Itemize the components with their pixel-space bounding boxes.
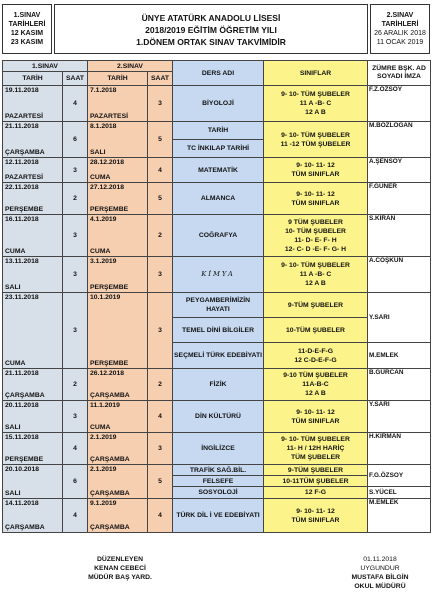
second-exam-period: 3 <box>148 293 173 369</box>
class-line: 9- 10- TÜM ŞUBELER <box>281 262 350 269</box>
exam-date: 23.11.2018 <box>5 294 39 301</box>
second-exam-date-cell <box>88 499 148 533</box>
first-exam-date-cell <box>3 401 63 433</box>
schedule-row <box>3 257 431 293</box>
teacher-name: A.COŞKUN <box>368 257 431 293</box>
subject-name: MATEMATİK <box>173 158 264 183</box>
exam-weekday: ÇARŞAMBA <box>90 456 130 463</box>
subject-name: BİYOLOJİ <box>173 86 264 122</box>
approval-signature <box>330 555 430 591</box>
second-exam-period: 5 <box>148 122 173 158</box>
exam-date: 2.1.2019 <box>90 434 117 441</box>
exam-date: 15.11.2018 <box>5 434 39 441</box>
exam-weekday: PERŞEMBE <box>5 456 44 463</box>
first-exam-date-cell <box>3 293 63 369</box>
subject-name: COĞRAFYA <box>173 215 264 257</box>
class-list <box>264 369 368 401</box>
schedule-row <box>3 465 431 476</box>
class-list <box>264 122 368 158</box>
saat2-header: SAAT <box>148 72 173 86</box>
header-left-line: 12 KASIM <box>10 30 44 37</box>
school-name: ÜNYE ATATÜRK ANADOLU LİSESİ <box>141 13 281 23</box>
tarih1-header: TARİH <box>3 72 63 86</box>
zumre-header: ZÜMRE BŞK. AD SOYADI İMZA <box>368 61 431 86</box>
schedule-row <box>3 499 431 533</box>
ders-adi-header: DERS ADI <box>173 61 264 86</box>
teacher-name: F.G.ÖZSOY <box>368 465 431 487</box>
subject-name: SEÇMELİ TÜRK EDEBİYATI <box>173 343 264 369</box>
subject-name: ALMANCA <box>173 183 264 215</box>
class-list <box>264 487 368 499</box>
class-list <box>264 401 368 433</box>
class-line: 12 C-D-E-F-G <box>294 356 337 364</box>
first-exam-period: 6 <box>63 465 88 499</box>
class-list <box>264 433 368 465</box>
first-exam-date-cell <box>3 86 63 122</box>
first-exam-date-cell <box>3 499 63 533</box>
exam-date: 16.11.2018 <box>5 216 39 223</box>
exam-weekday: SALI <box>5 424 21 431</box>
teacher-name: Y.SARI <box>368 401 431 433</box>
class-line: TÜM ŞUBELER <box>290 454 341 461</box>
footer-left-line: KENAN CEBECİ <box>94 565 146 572</box>
class-line: 9-TÜM ŞUBELER <box>287 301 344 309</box>
second-exam-date-cell <box>88 369 148 401</box>
teacher-name: M.EMLEK <box>368 343 431 369</box>
class-line: 11-D-E-F-G <box>297 347 334 355</box>
class-line: 9-TÜM ŞUBELER <box>287 466 344 474</box>
first-exam-date-cell <box>3 122 63 158</box>
header-right-line: 2.SINAV <box>386 12 414 19</box>
class-line: 9 TÜM ŞUBELER <box>288 218 343 226</box>
exam-date: 26.12.2018 <box>90 370 125 377</box>
class-line: TÜM SINIFLAR <box>291 199 340 207</box>
class-line: TÜM SINIFLAR <box>291 516 340 524</box>
class-list <box>264 183 368 215</box>
exam-weekday: PAZARTESİ <box>90 113 129 120</box>
first-exam-date-cell <box>3 183 63 215</box>
first-exam-period: 4 <box>63 433 88 465</box>
second-exam-period: 2 <box>148 215 173 257</box>
exam-date: 20.10.2018 <box>5 466 40 473</box>
second-exam-date-cell <box>88 465 148 499</box>
exam-weekday: PERŞEMBE <box>90 284 129 291</box>
header-right-line: 11 OCAK 2019 <box>376 39 424 46</box>
exam-weekday: SALI <box>90 149 106 156</box>
exam-date: 4.1.2019 <box>90 216 117 223</box>
exam-weekday: ÇARŞAMBA <box>90 524 130 531</box>
header-right-line: 26 ARALIK 2018 <box>374 30 426 37</box>
exam-weekday: PAZARTESİ <box>5 113 44 120</box>
class-line: 10-11TÜM ŞUBELER <box>282 477 349 485</box>
schedule-row <box>3 293 431 318</box>
exam-date: 2.1.2019 <box>90 466 117 473</box>
class-line: 10-TÜM ŞUBELER <box>286 326 345 334</box>
second-exam-period: 4 <box>148 158 173 183</box>
second-exam-period: 5 <box>148 465 173 499</box>
class-line: 12 F-G <box>304 489 327 496</box>
subject-name: İNGİLİZCE <box>173 433 264 465</box>
subject-name: FELSEFE <box>173 476 264 487</box>
subject-name: DİN KÜLTÜRÜ <box>173 401 264 433</box>
first-exam-date-cell <box>3 215 63 257</box>
first-exam-dates-box <box>2 4 52 54</box>
exam-date: 12.11.2018 <box>5 159 39 166</box>
exam-weekday: PERŞEMBE <box>90 360 129 367</box>
exam-date: 21.11.2018 <box>5 123 39 130</box>
teacher-name: B.GÜRCAN <box>368 369 431 401</box>
class-line: 12- C- D -E- F- G- H <box>284 245 347 253</box>
teacher-name: F.GÜNER <box>368 183 431 215</box>
exam-weekday: PERŞEMBE <box>5 206 44 213</box>
first-exam-period: 4 <box>63 86 88 122</box>
exam-weekday: PERŞEMBE <box>90 206 129 213</box>
footer-left-line: DÜZENLEYEN <box>96 556 144 563</box>
footer-left-line: MÜDÜR BAŞ YARD. <box>88 574 152 581</box>
exam-weekday: CUMA <box>90 248 111 255</box>
teacher-name: H.KIRMAN <box>368 433 431 465</box>
first-exam-period: 3 <box>63 257 88 293</box>
footer-right-line: OKUL MÜDÜRÜ <box>354 583 406 590</box>
siniflar-header: SINIFLAR <box>264 61 368 86</box>
class-line: 11- H / 12H HARİÇ <box>286 445 345 452</box>
subject-name: TC İNKILAP TARİHİ <box>173 140 264 158</box>
teacher-name: S.KIRAN <box>368 215 431 257</box>
exam-date: 10.1.2019 <box>90 294 121 301</box>
schedule-row <box>3 158 431 183</box>
second-exam-date-cell <box>88 86 148 122</box>
class-line: 9- 10- TÜM ŞUBELER <box>281 91 350 98</box>
exam-date: 22.11.2018 <box>5 184 39 191</box>
class-line: TÜM SINIFLAR <box>291 417 340 425</box>
exam-date: 21.11.2018 <box>5 370 39 377</box>
exam-weekday: SALI <box>5 284 21 291</box>
teacher-name: M.EMLEK <box>368 499 431 533</box>
sinav2-header: 2.SINAV <box>88 61 173 72</box>
class-line: 9- 10- 11- 12 <box>296 190 335 198</box>
class-list <box>264 215 368 257</box>
first-exam-date-cell <box>3 369 63 401</box>
exam-schedule-table <box>2 60 431 533</box>
exam-weekday: CUMA <box>5 360 26 367</box>
second-exam-period: 2 <box>148 369 173 401</box>
teacher-name: F.Z.ÖZSOY <box>368 86 431 122</box>
first-exam-date-cell <box>3 433 63 465</box>
class-list <box>264 343 368 369</box>
teacher-name: Y.SARI <box>368 293 431 343</box>
first-exam-date-cell <box>3 465 63 499</box>
exam-date: 9.1.2019 <box>90 500 117 507</box>
exam-weekday: ÇARŞAMBA <box>5 524 45 531</box>
footer-right-line: 01.11.2018 <box>363 556 397 563</box>
first-exam-period: 3 <box>63 158 88 183</box>
subject-name: TÜRK DİL İ VE EDEBİYATI <box>173 499 264 533</box>
class-line: 9- 10- 11- 12 <box>296 507 335 515</box>
class-list <box>264 476 368 487</box>
teacher-name: M.BOZLOĞAN <box>368 122 431 158</box>
second-exam-period: 4 <box>148 499 173 533</box>
first-exam-period: 2 <box>63 369 88 401</box>
schedule-row <box>3 183 431 215</box>
exam-date: 3.1.2019 <box>90 258 117 265</box>
exam-date: 20.11.2018 <box>5 402 39 409</box>
class-list <box>264 257 368 293</box>
schedule-row <box>3 369 431 401</box>
class-list <box>264 86 368 122</box>
header-left-line: 23 KASIM <box>10 39 44 46</box>
document-title: 1.DÖNEM ORTAK SINAV TAKVİMİDİR <box>136 37 286 47</box>
teacher-name: A.ŞENSOY <box>368 158 431 183</box>
exam-weekday: CUMA <box>5 248 26 255</box>
class-line: 10- TÜM ŞUBELER <box>285 227 346 235</box>
first-exam-period: 3 <box>63 401 88 433</box>
exam-weekday: ÇARŞAMBA <box>5 149 45 156</box>
class-line: 11 -12 TÜM ŞUBELER <box>280 140 351 148</box>
header-right-line: TARİHLERİ <box>381 21 419 28</box>
subject-name: KİMYA <box>173 257 264 293</box>
exam-date: 19.11.2018 <box>5 87 39 94</box>
schedule-row <box>3 401 431 433</box>
footer-right-line: UYGUNDUR <box>360 565 400 572</box>
exam-weekday: ÇARŞAMBA <box>90 392 130 399</box>
teacher-name: S.YÜCEL <box>368 487 431 499</box>
class-line: 9- 10- 11- 12 <box>296 162 335 169</box>
document-title-box <box>54 4 368 54</box>
class-line: 9-10 TÜM ŞUBELER <box>283 372 348 379</box>
first-exam-period: 6 <box>63 122 88 158</box>
exam-weekday: SALI <box>5 490 21 497</box>
second-exam-date-cell <box>88 158 148 183</box>
first-exam-date-cell <box>3 158 63 183</box>
second-exam-period: 4 <box>148 401 173 433</box>
class-line: 11A-B-C <box>302 381 329 388</box>
first-exam-period: 3 <box>63 293 88 369</box>
first-exam-period: 4 <box>63 499 88 533</box>
exam-weekday: PAZARTESİ <box>5 174 44 181</box>
subject-name: SOSYOLOJİ <box>173 487 264 499</box>
subject-name: TRAFİK SAĞ.BİL. <box>173 465 264 476</box>
schedule-row <box>3 433 431 465</box>
academic-year: 2018/2019 EĞİTİM ÖĞRETİM YILI <box>145 25 277 35</box>
second-exam-date-cell <box>88 215 148 257</box>
class-list <box>264 499 368 533</box>
header-left-line: TARİHLERİ <box>8 21 46 28</box>
schedule-row <box>3 215 431 257</box>
second-exam-date-cell <box>88 401 148 433</box>
exam-date: 28.12.2018 <box>90 159 125 166</box>
saat1-header: SAAT <box>63 72 88 86</box>
class-line: TÜM SINIFLAR <box>291 171 340 178</box>
second-exam-period: 3 <box>148 257 173 293</box>
class-line: 12 A B <box>305 109 326 116</box>
exam-date: 8.1.2018 <box>90 123 117 130</box>
second-exam-date-cell <box>88 293 148 369</box>
class-line: 12 A B <box>305 390 326 397</box>
exam-date: 14.11.2018 <box>5 500 39 507</box>
class-line: 11 A -B- C <box>299 100 332 107</box>
class-line: 9- 10- TÜM ŞUBELER <box>281 131 350 139</box>
footer-right-line: MUSTAFA BİLGİN <box>351 574 409 581</box>
exam-weekday: ÇARŞAMBA <box>90 490 130 497</box>
second-exam-date-cell <box>88 122 148 158</box>
prepared-by-signature <box>60 555 180 582</box>
second-exam-date-cell <box>88 183 148 215</box>
first-exam-period: 3 <box>63 215 88 257</box>
tarih2-header: TARİH <box>88 72 148 86</box>
exam-date: 7.1.2018 <box>90 87 117 94</box>
subject-name: PEYGAMBERİMİZİN HAYATI <box>173 293 264 318</box>
class-line: 9- 10- TÜM ŞUBELER <box>281 436 350 443</box>
exam-date: 13.11.2018 <box>5 258 39 265</box>
class-list <box>264 158 368 183</box>
class-line: 9- 10- 11- 12 <box>296 408 335 416</box>
class-list <box>264 318 368 343</box>
schedule-row <box>3 122 431 140</box>
class-line: 11- D- E- F- H <box>294 236 337 244</box>
exam-weekday: ÇARŞAMBA <box>5 392 45 399</box>
exam-date: 11.1.2019 <box>90 402 120 409</box>
class-line: 12 A B <box>305 280 326 287</box>
class-line: 11 A -B- C <box>299 271 332 278</box>
exam-weekday: CUMA <box>90 424 111 431</box>
class-list <box>264 465 368 476</box>
subject-name: TARİH <box>173 122 264 140</box>
sinav1-header: 1.SINAV <box>3 61 88 72</box>
first-exam-date-cell <box>3 257 63 293</box>
second-exam-period: 3 <box>148 86 173 122</box>
exam-weekday: CUMA <box>90 174 111 181</box>
second-exam-date-cell <box>88 257 148 293</box>
second-exam-dates-box <box>370 4 430 54</box>
schedule-row <box>3 86 431 122</box>
second-exam-period: 3 <box>148 433 173 465</box>
header-left-line: 1.SINAV <box>13 12 41 19</box>
exam-date: 27.12.2018 <box>90 184 125 191</box>
second-exam-date-cell <box>88 433 148 465</box>
class-list <box>264 293 368 318</box>
subject-name: FİZİK <box>173 369 264 401</box>
subject-name: TEMEL DİNİ BİLGİLER <box>173 318 264 343</box>
first-exam-period: 2 <box>63 183 88 215</box>
second-exam-period: 5 <box>148 183 173 215</box>
